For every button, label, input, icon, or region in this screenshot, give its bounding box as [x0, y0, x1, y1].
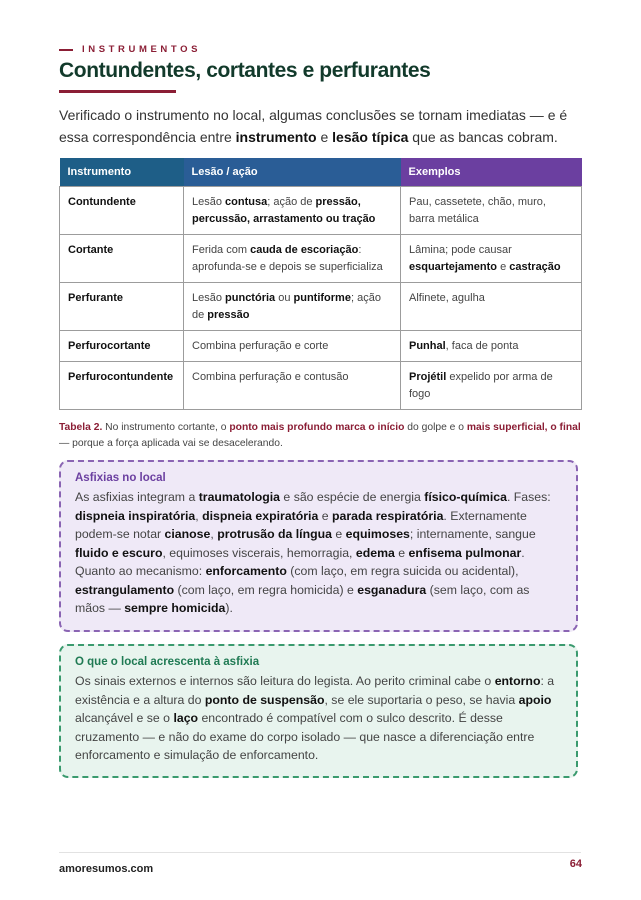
cell-exemplos: [401, 283, 582, 331]
cell-exemplos: [401, 187, 582, 235]
header-instrumento: Instrumento: [60, 158, 184, 187]
text-run: Lâmina; pode causar: [409, 244, 512, 256]
table-row: [60, 283, 582, 331]
emphasis-text: lesão típica: [332, 129, 409, 145]
emphasis-text: parada respiratória: [332, 508, 444, 523]
table-row: [60, 362, 582, 410]
emphasis-text: entorno: [494, 674, 541, 688]
cell-lesao: [184, 331, 401, 362]
callout-title: O que o local acrescenta à asfixia: [75, 656, 260, 668]
emphasis-text: pressão: [207, 309, 250, 321]
emphasis-text: Projétil: [409, 371, 447, 383]
cell-lesao: [184, 283, 401, 331]
cell-instrumento: Perfurocortante: [60, 331, 184, 362]
text-run: Os sinais externos e internos são leitura do legista. Ao perito criminal cabe o: [75, 674, 495, 688]
emphasis-text: laço: [173, 711, 199, 725]
text-run: alcançável e se o: [75, 711, 174, 725]
emphasis-text: Punhal: [409, 340, 446, 352]
text-run: e: [318, 508, 332, 523]
text-run: e: [316, 129, 333, 145]
text-run: : a existência e a altura do: [75, 674, 555, 707]
emphasis-text: equimoses: [345, 527, 410, 541]
asfixias-callout: [59, 460, 578, 632]
table-header-row: [60, 158, 582, 187]
emphasis-text: dispneia expiratória: [202, 508, 319, 523]
emphasis-text: enfisema pulmonar: [408, 545, 522, 560]
callout-body: [75, 672, 562, 765]
table-caption: [59, 420, 583, 452]
emphasis-text: dispneia inspiratória: [75, 508, 196, 523]
text-run: ; ação de: [267, 196, 316, 208]
emphasis-text: enforcamento: [205, 564, 287, 578]
text-run: — porque a força aplicada vai se desacelerando.: [59, 438, 283, 449]
emphasis-text: traumatologia: [198, 490, 281, 504]
text-run: encontrado é compatível com o sulco descrito. É desse cruzamento — e não do exame do corpo isolado — que nasce a diferenciação entre enforcamento e simulação de enforcamento.: [75, 711, 535, 762]
emphasis-text: estrangulamento: [75, 582, 175, 597]
callout-body: [75, 488, 562, 618]
footer-site: amoresumos.com: [59, 863, 154, 875]
text-run: As asfixias integram a: [75, 490, 199, 504]
emphasis-text: castração: [509, 261, 561, 273]
eyebrow-dash: [59, 49, 73, 51]
header-lesao: Lesão / ação: [184, 158, 401, 187]
cell-exemplos: [401, 235, 582, 283]
text-run: (com laço, em regra homicida) e: [174, 582, 358, 597]
caption-text: [59, 422, 581, 449]
text-run: , faca de ponta: [445, 340, 519, 352]
header-exemplos: Exemplos: [401, 158, 582, 187]
text-run: ou: [275, 292, 294, 304]
cell-instrumento: Contundente: [60, 187, 184, 235]
highlight-text: ponto mais profundo marca o início: [229, 422, 405, 433]
text-run: Pau, cassetete, chão, muro, barra metálica: [409, 196, 546, 225]
text-run: e: [394, 545, 409, 560]
emphasis-text: instrumento: [235, 129, 317, 145]
emphasis-text: edema: [355, 545, 395, 560]
text-run: . Fases:: [506, 490, 551, 504]
text-run: do golpe e o: [404, 422, 467, 433]
section-eyebrow: [59, 44, 201, 55]
local-callout: [59, 644, 578, 778]
text-run: Ferida com: [192, 244, 251, 256]
text-run: : aprofunda-se e depois se superficializa: [192, 244, 383, 273]
text-run: ).: [225, 601, 233, 615]
emphasis-text: pressão, percussão, arrastamento ou tração: [192, 196, 376, 225]
text-run: ; internamente, sangue: [409, 527, 536, 541]
text-run: . Externamente podem-se notar: [75, 508, 527, 541]
text-run: No instrumento cortante, o: [102, 422, 230, 433]
text-run: e: [497, 261, 510, 273]
text-run: . Quanto ao mecanismo:: [75, 545, 525, 578]
emphasis-text: físico-química: [424, 490, 507, 504]
table-row: [60, 187, 582, 235]
eyebrow-label: INSTRUMENTOS: [82, 44, 202, 55]
cell-lesao: [184, 362, 401, 410]
intro-paragraph: [59, 104, 583, 148]
emphasis-text: puntiforme: [293, 292, 351, 304]
text-run: expelido por arma de fogo: [409, 371, 553, 400]
text-run: e: [331, 527, 346, 541]
emphasis-text: protrusão da língua: [217, 527, 332, 541]
text-run: Lesão: [192, 196, 226, 208]
text-run: Verificado o instrumento no local, algumas conclusões se tornam imediatas — e é essa correspondência entre: [59, 107, 568, 145]
cell-lesao: [184, 187, 401, 235]
text-run: , se ele suportaria o peso, se havia: [324, 692, 519, 707]
cell-lesao: [184, 235, 401, 283]
text-run: Alfinete, agulha: [409, 292, 485, 304]
text-run: ,: [210, 527, 218, 541]
emphasis-text: fluido e escuro: [75, 545, 163, 560]
emphasis-text: cianose: [164, 527, 211, 541]
text-run: (com laço, em regra suicida ou acidental),: [286, 564, 519, 578]
emphasis-text: contusa: [225, 196, 268, 208]
text-run: Combina perfuração e contusão: [192, 371, 349, 383]
emphasis-text: sempre homicida: [124, 601, 226, 615]
text-run: (sem laço, com as mãos —: [75, 582, 530, 615]
emphasis-text: ponto de suspensão: [204, 692, 325, 707]
text-run: , equimoses viscerais, hemorragia,: [162, 545, 356, 560]
text-run: Lesão: [192, 292, 226, 304]
emphasis-text: esganadura: [357, 582, 427, 597]
caption-label: Tabela 2.: [59, 422, 103, 433]
callout-title: Asfixias no local: [75, 472, 166, 484]
emphasis-text: cauda de escoriação: [250, 244, 359, 256]
text-run: Combina perfuração e corte: [192, 340, 329, 352]
text-run: que as bancas cobram.: [408, 129, 558, 145]
page-number: 64: [569, 858, 582, 870]
cell-instrumento: Cortante: [60, 235, 184, 283]
highlight-text: mais superficial, o final: [466, 422, 581, 433]
text-run: ; ação de: [192, 292, 381, 321]
text-run: e são espécie de energia: [280, 490, 425, 504]
emphasis-text: esquartejamento: [409, 261, 498, 273]
table-row: [60, 331, 582, 362]
emphasis-text: punctória: [225, 292, 276, 304]
instruments-table: [59, 158, 582, 410]
page-title: Contundentes, cortantes e perfurantes: [59, 59, 431, 82]
footer-divider: [59, 852, 581, 853]
table-row: [60, 235, 582, 283]
cell-exemplos: [401, 362, 582, 410]
cell-instrumento: Perfurante: [60, 283, 184, 331]
cell-exemplos: [401, 331, 582, 362]
text-run: ,: [195, 508, 203, 523]
cell-instrumento: Perfurocontundente: [60, 362, 184, 410]
title-underline: [59, 90, 176, 93]
emphasis-text: apoio: [518, 692, 552, 707]
